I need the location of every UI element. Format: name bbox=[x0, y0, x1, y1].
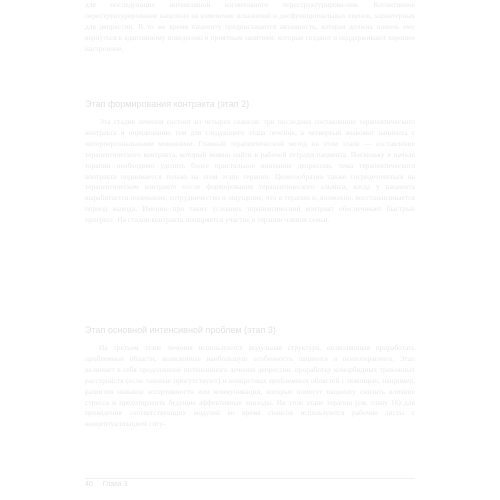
page-number: 40 bbox=[85, 481, 93, 488]
section-heading-stage-2: Этап формирования контракта (этап 2) bbox=[85, 99, 250, 109]
page-footer bbox=[85, 478, 415, 491]
document-page bbox=[85, 0, 415, 500]
section-heading-stage-3: Этап основной интенсивной проблем (этап 3) bbox=[85, 325, 276, 335]
chapter-label: Глава 3 bbox=[102, 481, 128, 488]
intro-paragraph: для последующих интенсивной когнитивного переструктурирова-ния. Когнитивное переструктурирование нацелено на изменение искажений и дисфункциональных оценок, характерных для депрессии. В то же время пациенту предписывается активность, которая должна помочь ему вернуться к адаптивному поведению и приятным занятиям, которые создают и поддерживают хорошее настроение. bbox=[85, 0, 415, 53]
stage-2-paragraph: Эта стадия лечения состоит из четырех сеансов: три последних составлению терапевтического контракта и определению тем для следующего этапа лечения, а четвертый знакомит пациента с интерперсональными мишенями. Главный терапевтический метод на этом этапе — составление терапевтического контракта, который можно найти в рабочей тетради пациента. Поскольку в начале терапии необходимо уделить более пристальное внимание депрессии, тема терапевтического контракта поднимается только на этом этапе терапии. Целесообразно также сосредоточиться на терапевтическом контракте после формирования терапевтического альянса, когда у пациента выработается понимание, сотрудничество и ощущение, что в терапии и, возможно, восстанавливается период выхода. Именно при таких условиях терапевтический контракт обеспечивает быстрый прогресс. На стадии контракта поощряется участие в терапии членов семьи. bbox=[85, 117, 415, 225]
stage-3-paragraph: На третьем этапе лечения используются модульная структура, позволяющая проработать проблемные области, выявленные наибольшую особенность пациента и психотерапевта. Этап включает в себя продолжение интенсивного лечения депрессии, проработку коморбидных тревожных расстройств (если таковые присутствуют) и конкретных проблемных областей с помощью, например, развития навыков ассертивности или коммуникации, которые помогут пациенту снизить влияние стресса и предотвратить будущие аффективные эпизоды. На этом этапе терапии (см. главу 16) для проведения соответствующих модулей во время сеансов используются рабочие листы с концептуализацией ситу- bbox=[85, 343, 415, 429]
